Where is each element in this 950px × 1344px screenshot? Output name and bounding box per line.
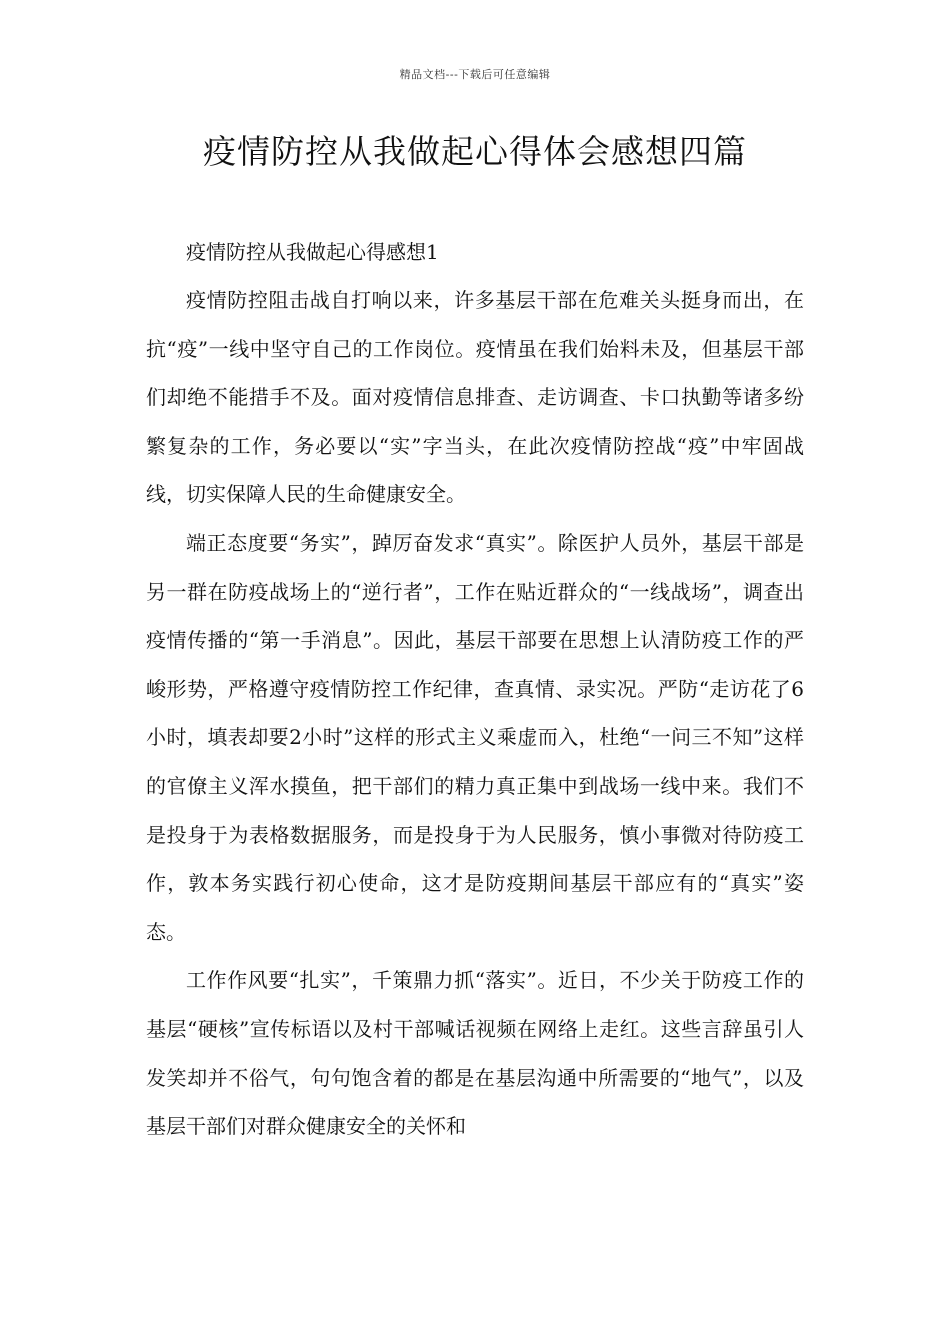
document-title: 疫情防控从我做起心得体会感想四篇 — [203, 132, 747, 171]
paragraph-3: 工作作风要“扎实”，千策鼎力抓“落实”。近日，不少关于防疫工作的基层“硬核”宣传标语以及村干部喊话视频在网络上走红。这些言辞虽引人发笑却并不俗气，句句饱含着的都是在基层沟通中所需要的“地气”，以及基层干部们对群众健康安全的关怀和 — [146, 968, 804, 1139]
paragraph-1: 疫情防控阻击战自打响以来，许多基层干部在危难关头挺身而出，在抗“疫”一线中坚守自己的工作岗位。疫情虽在我们始料未及，但基层干部们却绝不能措手不及。面对疫情信息排查、走访调查、卡口执勤等诸多纷繁复杂的工作，务必要以“实”字当头，在此次疫情防控战“疫”中牢固战线，切实保障人民的生命健康安全。 — [146, 288, 804, 507]
page-header-note: 精品文档---下载后可任意编辑 — [399, 68, 551, 81]
paragraph-2: 端正态度要“务实”，踔厉奋发求“真实”。除医护人员外，基层干部是另一群在防疫战场上的“逆行者”，工作在贴近群众的“一线战场”，调查出疫情传播的“第一手消息”。因此，基层干部要在思想上认清防疫工作的严峻形势，严格遵守疫情防控工作纪律，查真情、录实况。严防“走访花了6小时，填表却要2小时”这样的形式主义乘虚而入，杜绝“一问三不知”这样的官僚主义浑水摸鱼，把干部们的精力真正集中到战场一线中来。我们不是投身于为表格数据服务，而是投身于为人民服务，慎小事微对待防疫工作，敦本务实践行初心使命，这才是防疫期间基层干部应有的“真实”姿态。 — [146, 530, 804, 944]
document-body — [146, 228, 804, 1151]
section-heading: 疫情防控从我做起心得感想1 — [186, 240, 439, 264]
